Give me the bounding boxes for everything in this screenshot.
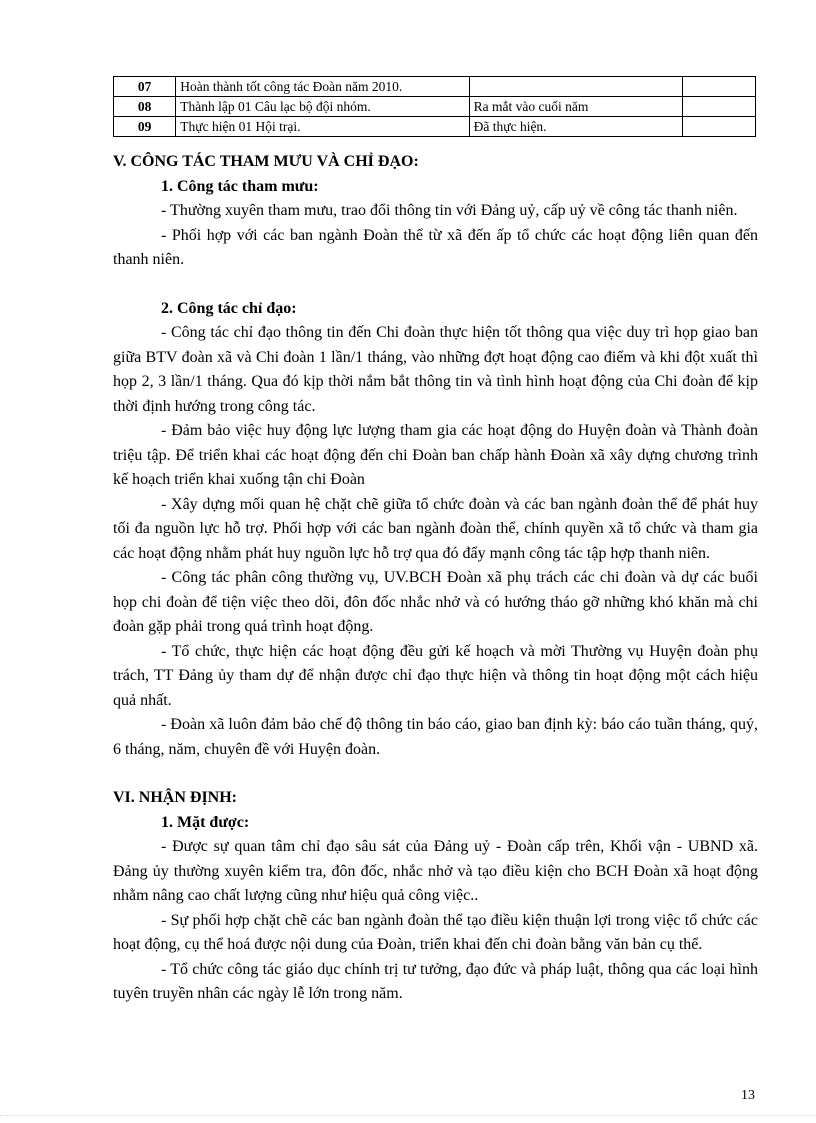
footer-divider: [0, 1115, 816, 1116]
table-row: [114, 97, 756, 117]
section-heading: V. CÔNG TÁC THAM MƯU VÀ CHỈ ĐẠO:: [113, 153, 419, 170]
row-content: Hoàn thành tốt công tác Đoàn năm 2010.: [176, 77, 469, 97]
row-note: Ra mắt vào cuối năm: [469, 97, 682, 117]
paragraph: - Tổ chức công tác giáo dục chính trị tư tưởng, đạo đức và pháp luật, thông qua các loại hình tuyên truyền nhân các ngày lễ lớn trong năm.: [113, 960, 758, 1002]
row-extra: [682, 117, 755, 137]
row-number: 08: [114, 97, 176, 117]
row-extra: [682, 77, 755, 97]
paragraph: - Thường xuyên tham mưu, trao đổi thông tin với Đảng uỷ, cấp uỷ về công tác thanh niên.: [161, 202, 738, 219]
paragraph: - Đoàn xã luôn đảm bảo chế độ thông tin báo cáo, giao ban định kỳ: báo cáo tuần tháng, quý, 6 tháng, năm, chuyên đề với Huyện đoàn.: [113, 716, 758, 758]
subsection-heading: 1. Công tác tham mưu:: [161, 177, 319, 195]
row-extra: [682, 97, 755, 117]
paragraph: - Sự phối hợp chặt chẽ các ban ngành đoàn thể tạo điều kiện thuận lợi trong việc tổ chức các hoạt động, cụ thể hoá được nội dung của Đoàn, triển khai đến chi đoàn bằng văn bản cụ thể.: [113, 911, 758, 953]
table-row: [114, 117, 756, 137]
paragraph: - Công tác chỉ đạo thông tin đến Chi đoàn thực hiện tốt thông qua việc duy trì họp giao ban giữa BTV đoàn xã và Chi đoàn 1 lần/1 tháng, vào những đợt hoạt động cao điểm và khi đột xuất thì họp 2, 3 lần/1 tháng. Qua đó kịp thời nắm bắt thông tin và tình hình hoạt động của Chi đoàn để kịp thời định hướng trong công tác.: [113, 324, 758, 415]
row-note: Đã thực hiện.: [469, 117, 682, 137]
paragraph: - Tổ chức, thực hiện các hoạt động đều gửi kế hoạch và mời Thường vụ Huyện đoàn phụ trách, TT Đảng ủy tham dự để nhận được chỉ đạo thực hiện và thông tin hoạt động một cách hiệu quả nhất.: [113, 642, 758, 709]
row-content: Thành lập 01 Câu lạc bộ đội nhóm.: [176, 97, 469, 117]
paragraph: - Được sự quan tâm chỉ đạo sâu sát của Đảng uỷ - Đoàn cấp trên, Khối vận - UBND xã. Đảng ủy thường xuyên kiểm tra, đôn đốc, nhắc nhở và tạo điều kiện cho BCH Đoàn xã hoạt động nhằm nâng cao chất lượng cũng như hiệu quả công việc..: [113, 838, 758, 904]
row-note: [469, 77, 682, 97]
row-number: 07: [114, 77, 176, 97]
paragraph: - Công tác phân công thường vụ, UV.BCH Đoàn xã phụ trách các chi đoàn và dự các buổi họp chi đoàn để tiện việc theo dõi, đôn đốc nhắc nhở và có hướng tháo gỡ những khó khăn mà chi đoàn gặp phải trong quá trình hoạt động.: [113, 569, 758, 635]
section-heading: VI. NHẬN ĐỊNH:: [113, 789, 237, 806]
subsection-heading: 1. Mặt được:: [161, 813, 250, 831]
paragraph: - Đảm bảo việc huy động lực lượng tham gia các hoạt động do Huyện đoàn và Thành đoàn triệu tập. Để triển khai các hoạt động đến chi Đoàn ban chấp hành Đoàn xã xây dựng chương trình kế hoạch triển khai xuống tận chi Đoàn: [113, 422, 758, 488]
table-row: [114, 77, 756, 97]
paragraph: - Phối hợp với các ban ngành Đoàn thể từ xã đến ấp tổ chức các hoạt động liên quan đến thanh niên.: [113, 226, 758, 268]
subsection-heading: 2. Công tác chỉ đạo:: [161, 299, 297, 317]
document-body: [113, 150, 758, 1007]
paragraph: - Xây dựng mối quan hệ chặt chẽ giữa tổ chức đoàn và các ban ngành đoàn thể để phát huy tối đa nguồn lực hỗ trợ. Phối hợp với các ban ngành đoàn thể, chính quyền xã tổ chức và tham gia các hoạt động nhằm phát huy nguồn lực hỗ trợ qua đó đẩy mạnh công tác tập hợp thanh niên.: [113, 495, 758, 562]
page-number: 13: [741, 1088, 755, 1103]
row-content: Thực hiện 01 Hội trại.: [176, 117, 469, 137]
results-table: [113, 76, 756, 137]
row-number: 09: [114, 117, 176, 137]
